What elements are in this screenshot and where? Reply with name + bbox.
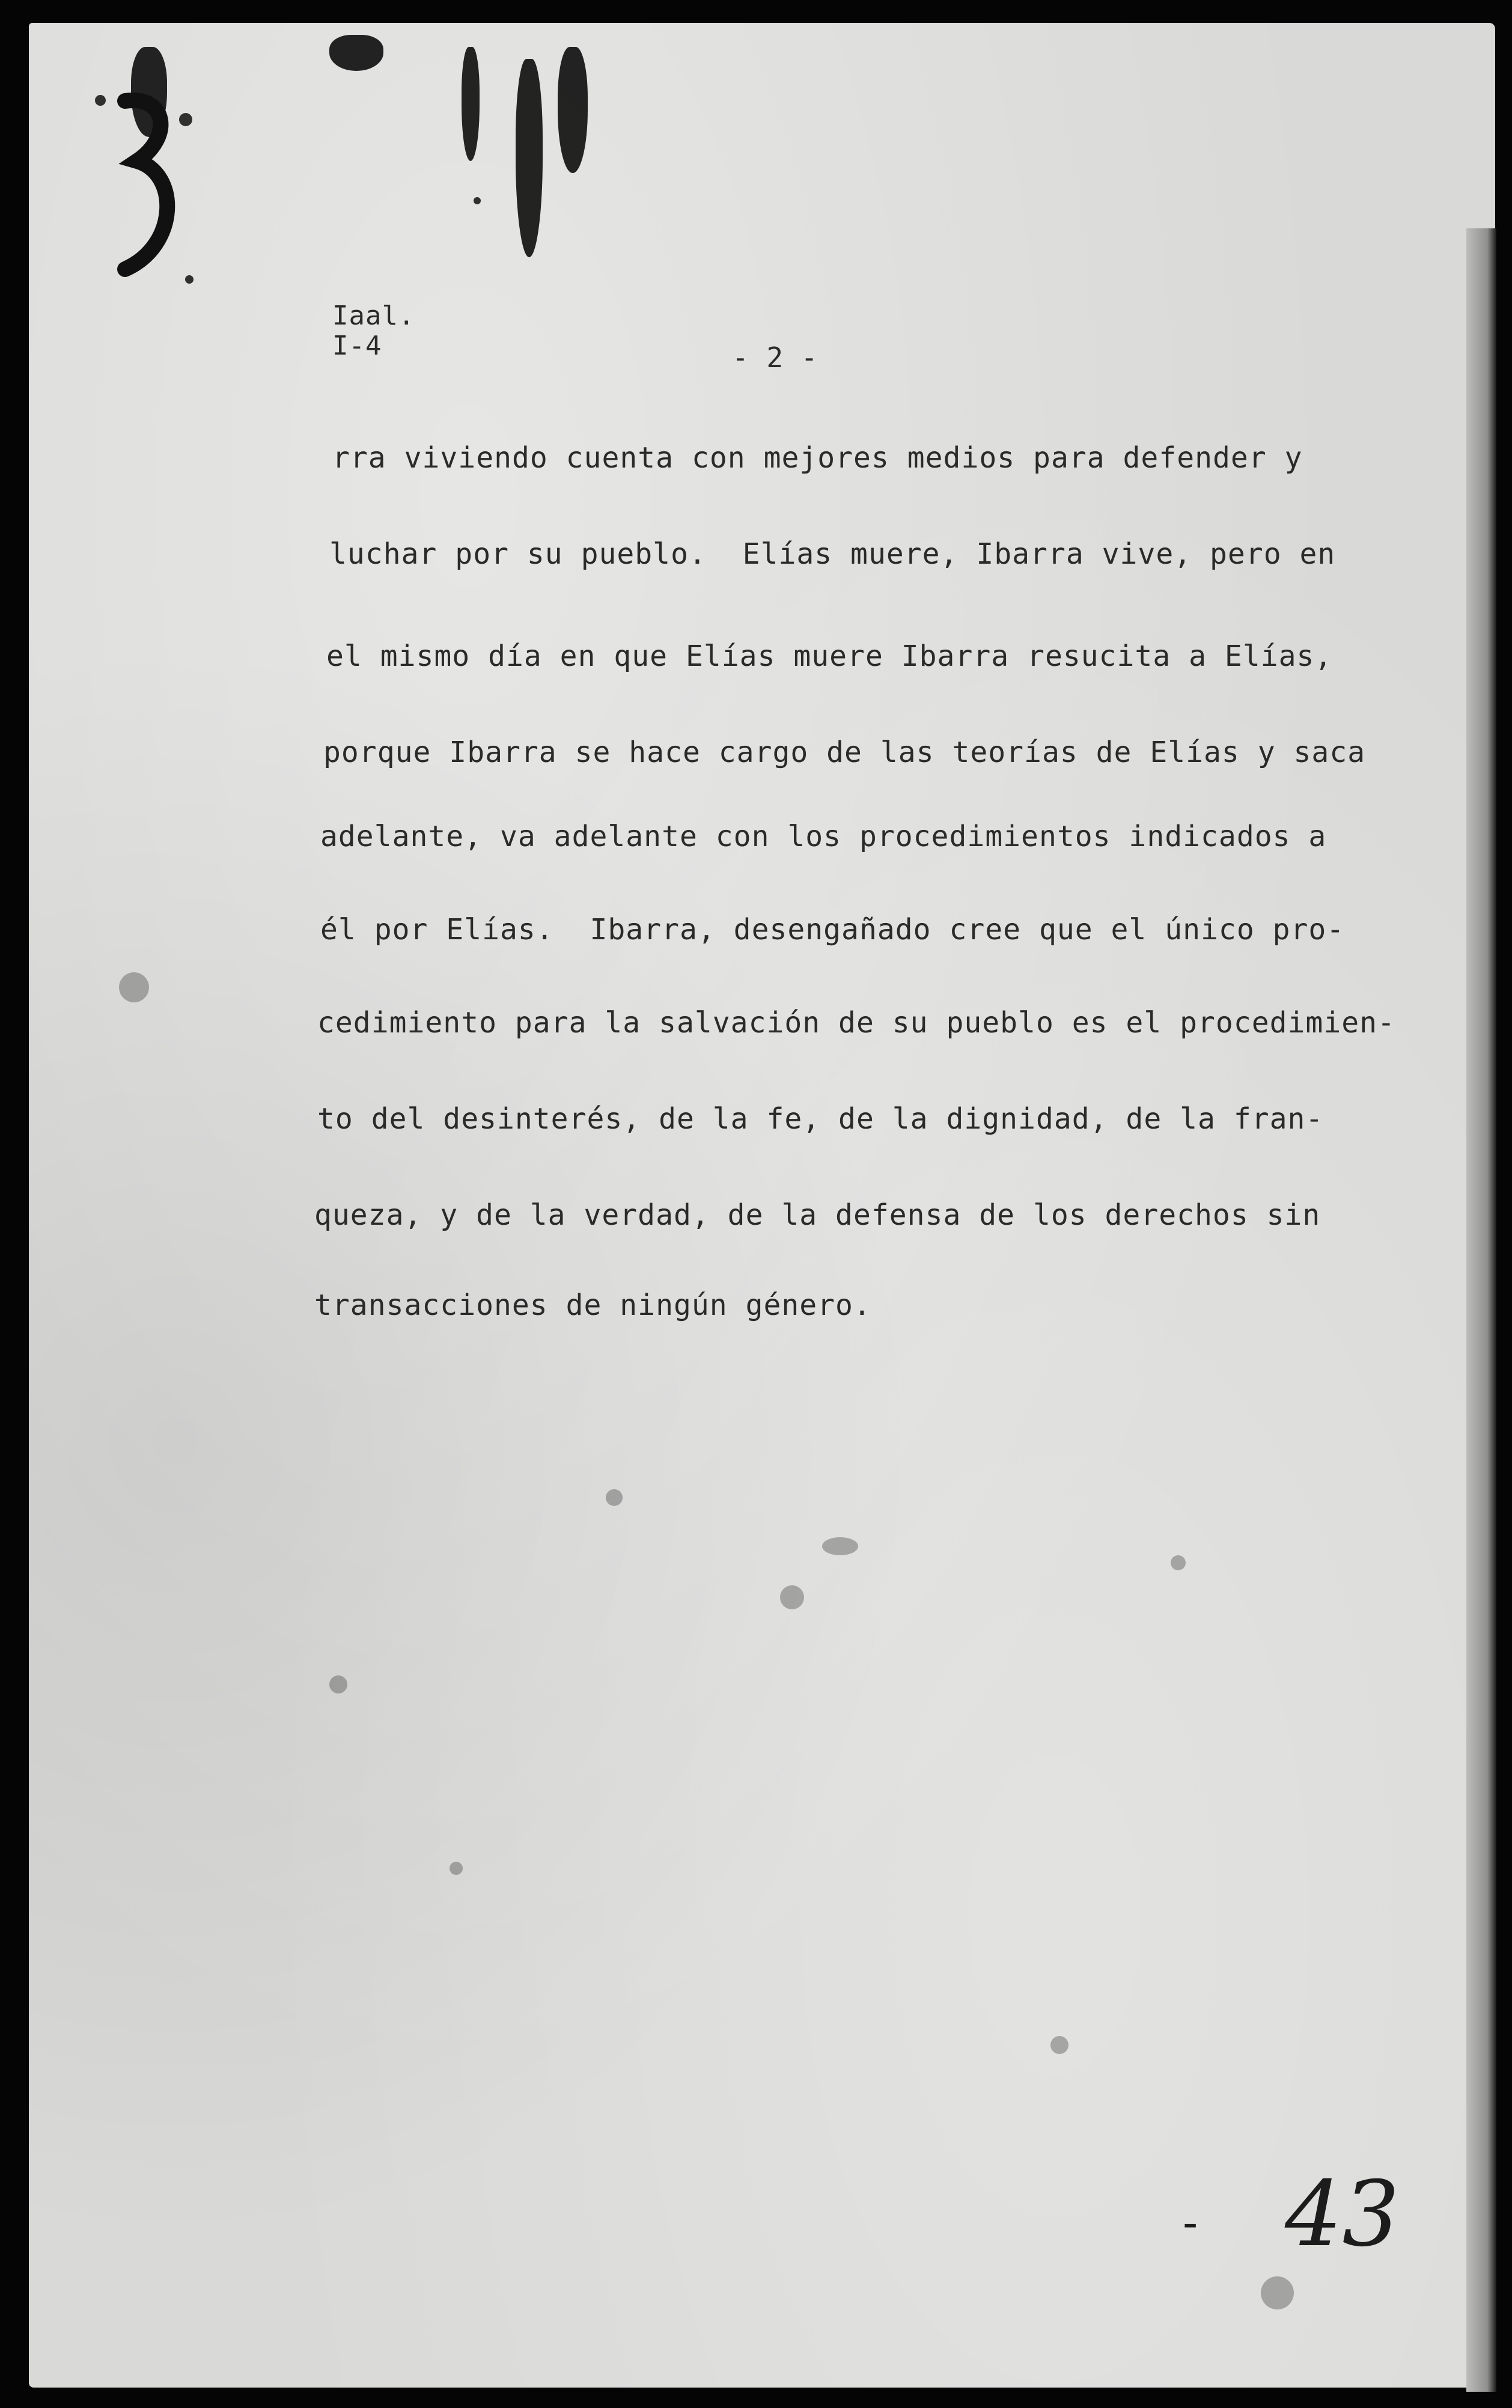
document-page: [29, 23, 1495, 2388]
reference-code-line-1: Iaal.: [332, 300, 415, 331]
handwritten-mark-icon: [113, 89, 185, 281]
ink-drip: [462, 47, 480, 161]
paper-speck: [1050, 2036, 1068, 2054]
body-line: queza, y de la verdad, de la defensa de los derechos sin: [314, 1198, 1321, 1232]
paper-speck: [1171, 1555, 1186, 1570]
body-line: rra viviendo cuenta con mejores medios para defender y: [332, 441, 1303, 475]
ink-spot: [185, 275, 194, 284]
paper-edge-shadow: [1466, 228, 1496, 2392]
paper-speck: [780, 1585, 804, 1609]
body-line: él por Elías. Ibarra, desengañado cree que el único pro-: [320, 913, 1345, 946]
folio-dash: -: [1183, 2198, 1198, 2248]
paper-speck: [329, 1675, 347, 1693]
body-line: transacciones de ningún género.: [314, 1288, 871, 1322]
paper-speck: [1261, 2276, 1294, 2309]
body-line: cedimiento para la salvación de su pueblo es el procedimien-: [317, 1006, 1395, 1040]
ink-drip: [558, 47, 588, 173]
paper-speck: [119, 972, 149, 1002]
body-line: luchar por su pueblo. Elías muere, Ibarra vive, pero en: [329, 537, 1336, 571]
body-line: porque Ibarra se hace cargo de las teorías de Elías y saca: [323, 736, 1366, 769]
page-number: - 2 -: [732, 341, 818, 374]
paper-speck: [822, 1537, 858, 1555]
paper-speck: [606, 1489, 623, 1506]
ink-spot: [95, 95, 106, 106]
reference-code-line-2: I-4: [332, 331, 382, 361]
body-line: adelante, va adelante con los procedimientos indicados a: [320, 820, 1327, 853]
ink-drip: [329, 35, 383, 71]
body-line: el mismo día en que Elías muere Ibarra resucita a Elías,: [326, 639, 1333, 673]
ink-spot: [474, 197, 481, 204]
paper-speck: [450, 1862, 463, 1875]
folio-number: 43: [1285, 2162, 1400, 2267]
body-line: to del desinterés, de la fe, de la dignidad, de la fran-: [317, 1102, 1324, 1136]
ink-drip: [516, 59, 543, 257]
